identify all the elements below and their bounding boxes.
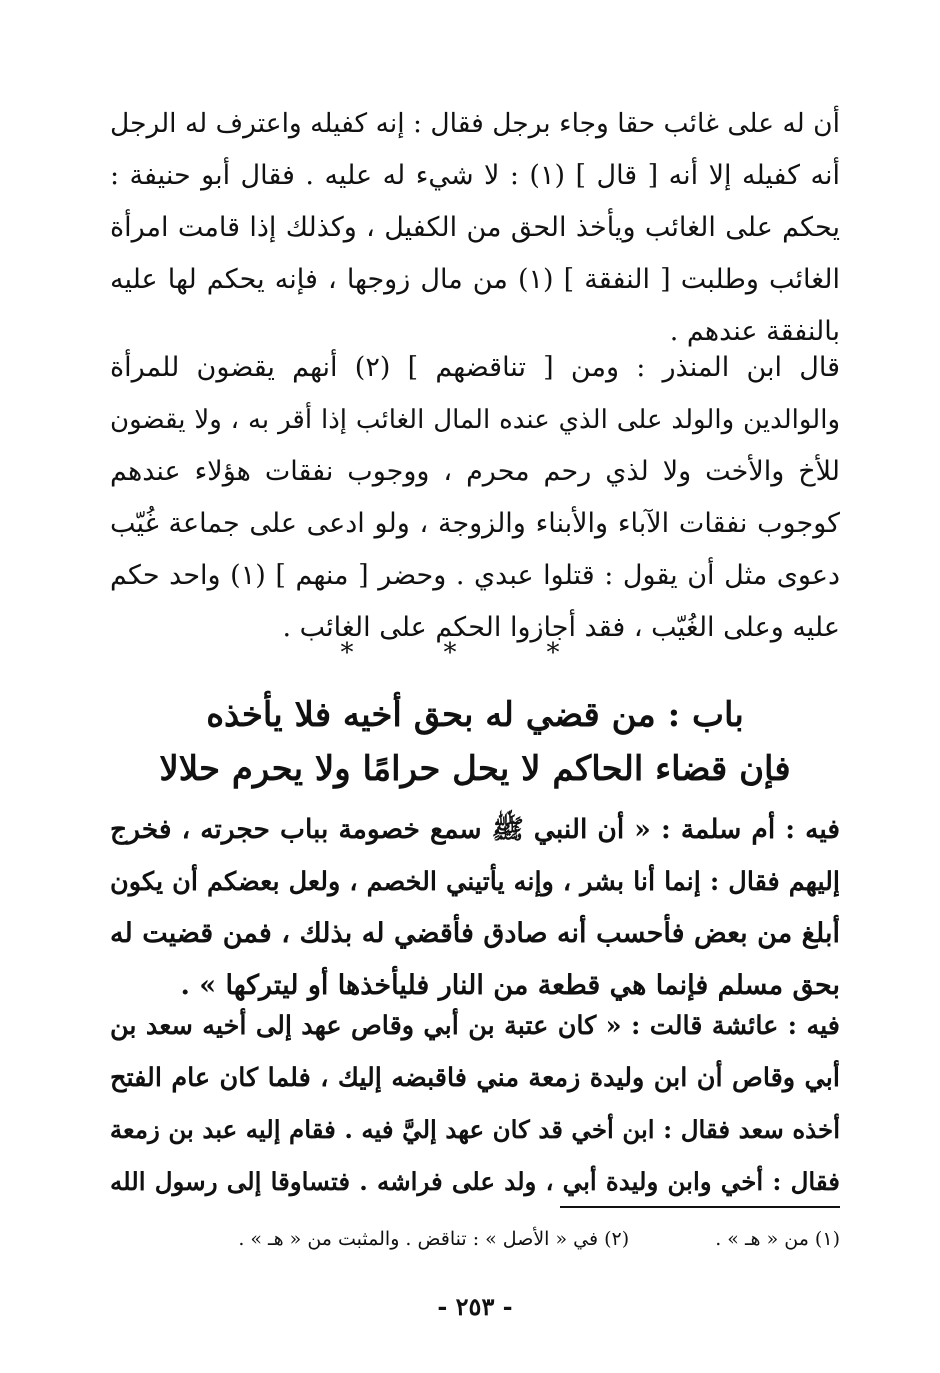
paragraph-3: [110, 804, 840, 1012]
paragraph-line: أن له على غائب حقا وجاء برجل فقال : إنه كفيله واعترف له الرجل: [110, 108, 840, 139]
paragraph-line: إليهم فقال : إنما أنا بشر ، وإنه يأتيني الخصم ، ولعل بعضكم أن يكون: [110, 867, 840, 897]
paragraph-line: فيه : عائشة قالت : « كان عتبة بن أبي وقاص عهد إلى أخيه سعد بن: [110, 1011, 840, 1041]
paragraph-line: بالنفقة عندهم .: [669, 316, 840, 347]
page-number: - ٢٥٣ -: [437, 1292, 513, 1321]
footnotes: [110, 1224, 840, 1254]
paragraph-line: فقال : أخي وابن وليدة أبي ، ولد على فراشه . فتساوقا إلى رسول الله: [110, 1167, 840, 1196]
footnote-divider: [560, 1206, 840, 1208]
paragraph-line: أبلغ من بعض فأحسب أنه صادق فأقضي له بذلك ، فمن قضيت له: [110, 918, 840, 949]
chapter-title-line-2: فإن قضاء الحاكم لا يحل حرامًا ولا يحرم حلالا: [159, 749, 791, 789]
book-page: [109, 90, 841, 1321]
paragraph-1: [110, 98, 840, 358]
paragraph-line: دعوى مثل أن يقول : قتلوا عبدي . وحضر [ منهم ] (١) واحد حكم: [110, 560, 841, 591]
separator-star: *: [546, 638, 610, 668]
separator-star: *: [340, 638, 404, 668]
paragraph-line: يحكم على الغائب ويأخذ الحق من الكفيل ، وكذلك إذا قامت امرأة: [110, 212, 840, 243]
section-separator: [110, 638, 840, 668]
paragraph-line: فيه : أم سلمة : « أن النبي ﷺ سمع خصومة بباب حجرته ، فخرج: [110, 814, 840, 845]
paragraph-line: أبي وقاص أن ابن وليدة زمعة مني فاقبضه إليك ، فلما كان عام الفتح: [110, 1063, 840, 1093]
paragraph-line: والوالدين والولد على الذي عنده المال الغائب إذا أقر به ، ولا يقضون: [110, 405, 840, 435]
footnote-1: (١) من « هـ » .: [715, 1228, 840, 1250]
paragraph-line: أنه كفيله إلا أنه [ قال ] (١) : لا شيء له عليه . فقال أبو حنيفة :: [110, 160, 840, 191]
paragraph-line: الغائب وطلبت [ النفقة ] (١) من مال زوجها ، فإنه يحكم لها عليه: [110, 264, 840, 295]
paragraph-4: [110, 1000, 840, 1208]
paragraph-line: كوجوب نفقات الآباء والأبناء والزوجة ، ولو ادعى على جماعة غُيّب: [110, 508, 840, 539]
paragraph-2: [110, 342, 840, 654]
paragraph-line: قال ابن المنذر : ومن [ تناقضهم ] (٢) أنهم يقضون للمرأة: [110, 352, 840, 383]
paragraph-line: بحق مسلم فإنما هي قطعة من النار فليأخذها أو ليتركها » .: [180, 970, 840, 1001]
chapter-title-line-1: باب : من قضي له بحق أخيه فلا يأخذه: [206, 695, 744, 735]
paragraph-line: أخذه سعد فقال : ابن أخي قد كان عهد إليَّ فيه . فقام إليه عبد بن زمعة: [109, 1115, 840, 1144]
separator-star: *: [443, 638, 507, 668]
paragraph-line: للأخ والأخت ولا لذي رحم محرم ، ووجوب نفقات هؤلاء عندهم: [110, 456, 840, 487]
paragraph-line: عليه وعلى الغُيّب ، فقد أجازوا الحكم على الغائب .: [282, 612, 840, 643]
footnote-2: (٢) في « الأصل » : تناقض . والمثبت من « هـ » .: [238, 1228, 630, 1250]
